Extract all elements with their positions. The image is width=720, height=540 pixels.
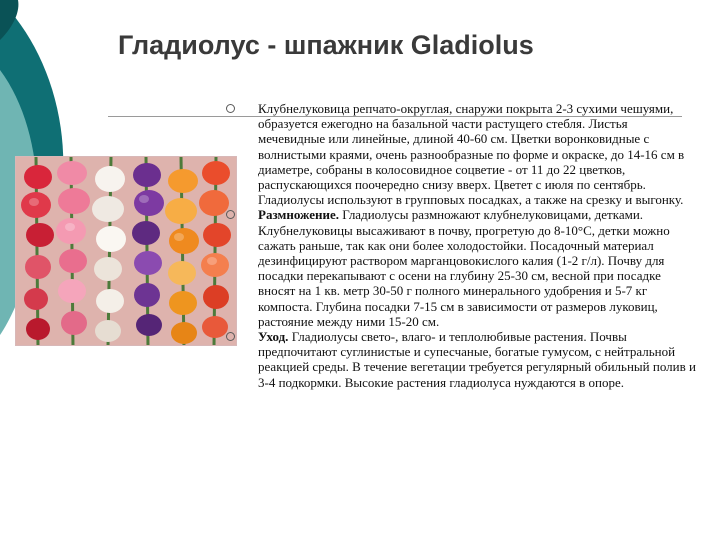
bullet-text <box>258 101 696 207</box>
bullet-circle-icon <box>226 104 235 113</box>
bullet-circle-icon <box>226 210 235 219</box>
list-item <box>226 207 696 329</box>
bullet-text <box>258 329 696 390</box>
bullet-lead: Уход. <box>258 329 289 345</box>
list-item <box>226 101 696 207</box>
bullet-body: Клубнелуковица репчато-округлая, снаружи покрыта 2-3 сухими чешуями, образуется ежегодно на базальной части растущего стебля. Листья мечевидные или линейные, длиной 40-60 см. Цветки воронковидные с волнистыми краями, очень разнообразные по форме и окраске, до 14-16 см в диаметре, собраны в колосовидное соцветие - от 11 до 22 цветков, распускающихся поочередно снизу вверх. Цветет с июля по сентябрь. Гладиолусы используют в групповых посадках, а также на срезку и выгонку. <box>258 101 685 208</box>
list-item <box>226 329 696 390</box>
bullet-text <box>258 207 696 329</box>
bullet-list <box>226 101 696 390</box>
bullet-body: Гладиолусы свето-, влаго- и теплолюбивые растения. Почвы предпочитают суглинистые и супесчаные, богатые гумусом, с нейтральной реакцией среды. В течение вегетации требуется регулярный обильный полив и 3-4 подкормки. Высокие растения гладиолуса нуждаются в опоре. <box>258 329 696 390</box>
bullet-body: Гладиолусы размножают клубнелуковицами, детками. Клубнелуковицы высаживают в почву, прогретую до 8-10°С, детки можно сажать раньше, так как они более холодостойки. Посадочный материал дезинфицируют раствором марганцовокислого калия (1-2 г/л). Почву для посадки перекапывают с осени на глубину 25-30 см, весной при посадке вносят на 1 кв. метр 30-50 г полного минерального удобрения и 5-7 кг компоста. Глубина посадки 7-15 см в зависимости от размеров луковиц, растояние между ними 15-20 см. <box>258 207 670 329</box>
slide-title: Гладиолус - шпажник Gladiolus <box>118 30 534 60</box>
bullet-lead: Размножение. <box>258 207 340 223</box>
gladiolus-photo <box>15 156 237 346</box>
bullet-circle-icon <box>226 332 235 341</box>
